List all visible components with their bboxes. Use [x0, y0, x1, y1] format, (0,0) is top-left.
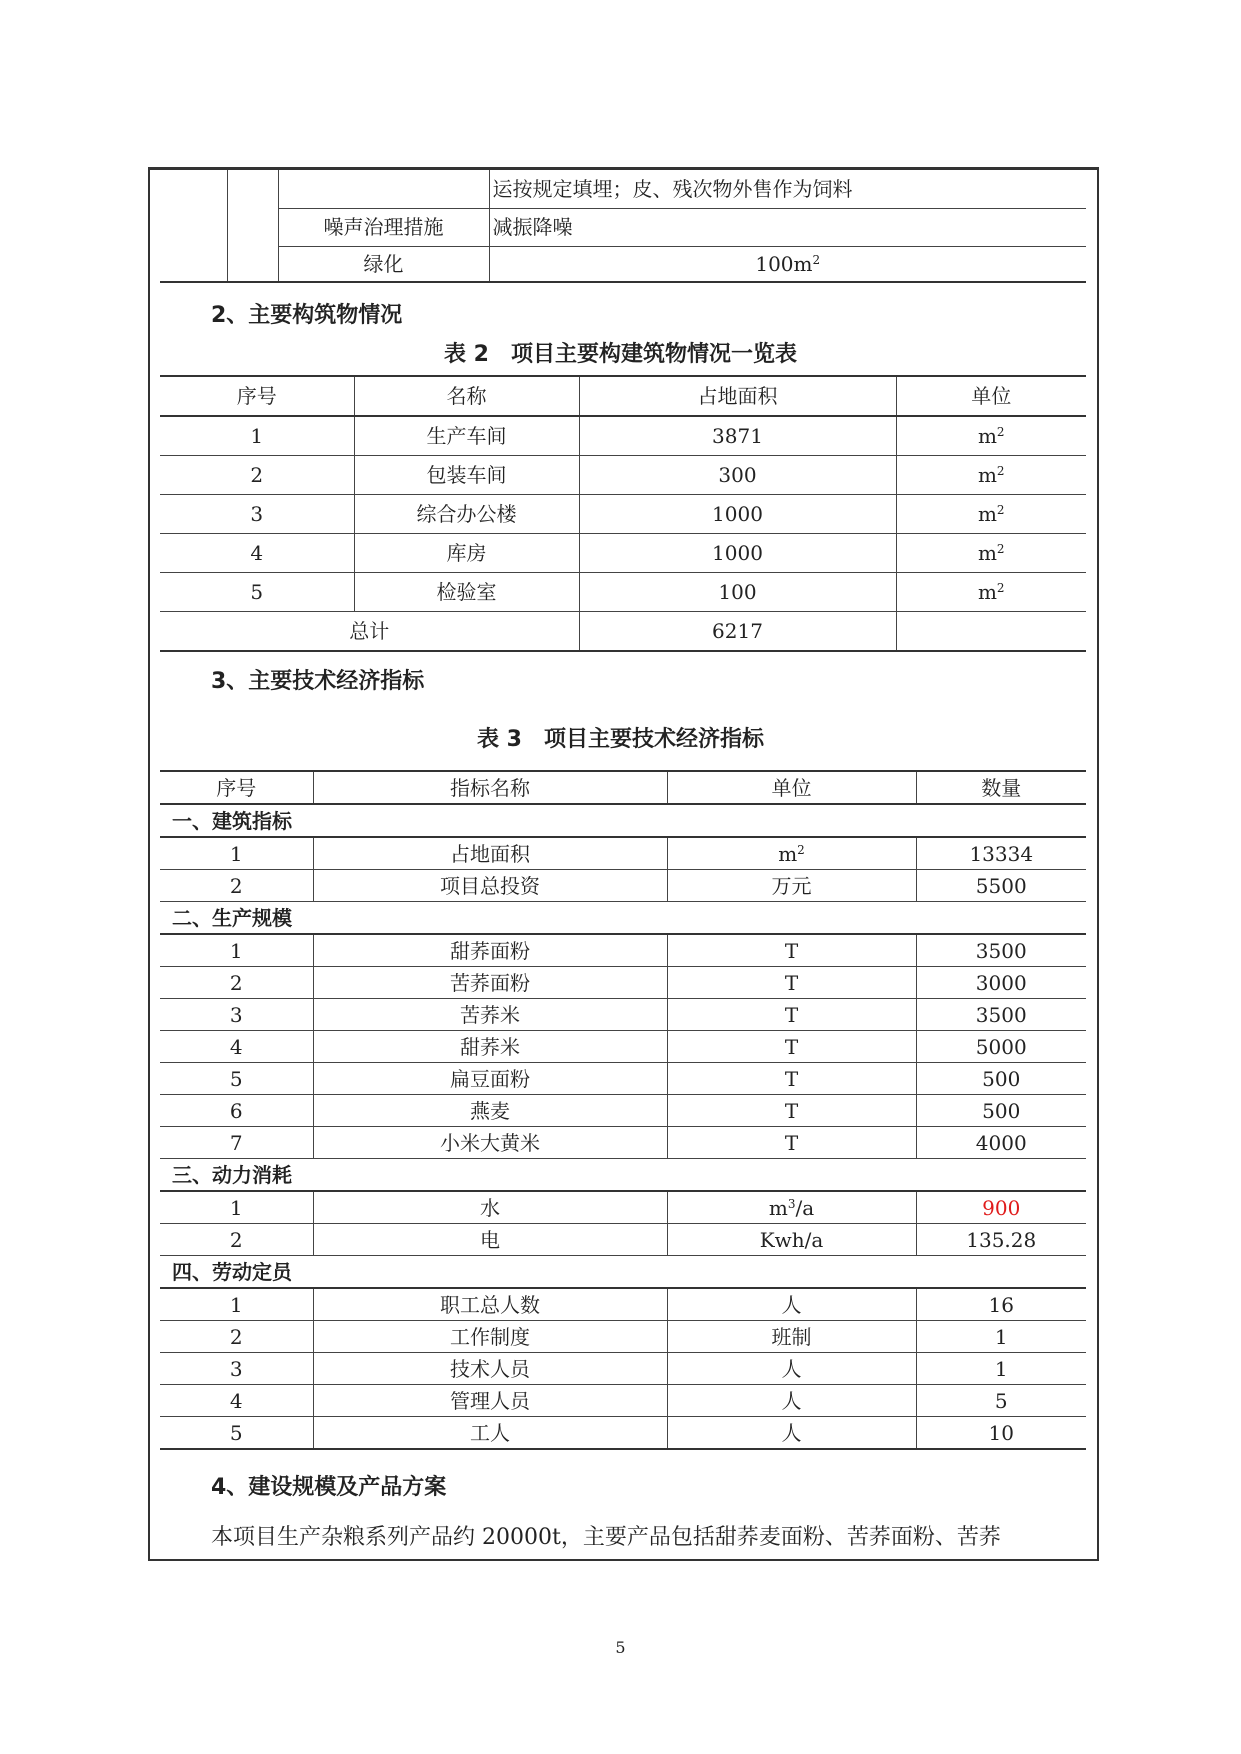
table-row: [160, 1031, 1086, 1063]
cell-no: 2: [160, 870, 313, 902]
table-row: [160, 416, 1086, 456]
cell-name: 管理人员: [313, 1385, 667, 1417]
table-row: [160, 170, 1086, 208]
col-header: 单位: [667, 771, 916, 804]
section-heading-3: 3、主要技术经济指标: [211, 669, 425, 694]
cell-no: 5: [160, 1063, 313, 1095]
cell-name: 扁豆面粉: [313, 1063, 667, 1095]
cell-unit: $m^2$: [896, 456, 1086, 495]
cell-qty: 135.28: [916, 1224, 1086, 1256]
measure-label: 绿化: [278, 246, 489, 282]
cell-unit: 班制: [667, 1321, 916, 1353]
cell-name: 生产车间: [354, 416, 579, 456]
col-header: 占地面积: [579, 376, 896, 416]
cell-no: 4: [160, 1031, 313, 1063]
cell-no: 6: [160, 1095, 313, 1127]
cell-name: 小米大黄米: [313, 1127, 667, 1159]
cell-area: 3871: [579, 416, 896, 456]
cell-unit: 万元: [667, 870, 916, 902]
cell-qty: 3500: [916, 934, 1086, 967]
cell-no: 4: [160, 1385, 313, 1417]
table-row: [160, 534, 1086, 573]
section-title: 四、劳动定员: [160, 1256, 1086, 1289]
cell-no: 2: [160, 1321, 313, 1353]
cell-unit: $m^2$: [896, 534, 1086, 573]
table-row: [160, 1127, 1086, 1159]
cell-name: 甜荞米: [313, 1031, 667, 1063]
section-title: 二、生产规模: [160, 902, 1086, 935]
table-row: [160, 456, 1086, 495]
section-title: 一、建筑指标: [160, 804, 1086, 837]
cell-qty: 13334: [916, 837, 1086, 870]
table-row: [160, 1224, 1086, 1256]
cell-unit: T: [667, 999, 916, 1031]
cell-unit: $m^2$: [896, 495, 1086, 534]
cell-unit: T: [667, 1095, 916, 1127]
cell-qty: 1: [916, 1353, 1086, 1385]
col-header: 名称: [354, 376, 579, 416]
environment-measures-table: [160, 170, 1086, 283]
section-row: [160, 804, 1086, 837]
cell-unit: T: [667, 967, 916, 999]
total-label: 总计: [160, 612, 579, 652]
cell-name: 职工总人数: [313, 1288, 667, 1321]
col-header: 单位: [896, 376, 1086, 416]
table-row: [160, 1385, 1086, 1417]
table-row: [160, 967, 1086, 999]
cell-qty: 500: [916, 1095, 1086, 1127]
cell-unit: $m^2$: [667, 837, 916, 870]
cell-no: 2: [160, 967, 313, 999]
cell-unit: T: [667, 934, 916, 967]
measure-value: 减振降噪: [489, 208, 1086, 246]
table-row: [160, 573, 1086, 612]
cell-unit: $m^2$: [896, 416, 1086, 456]
cell-no: 3: [160, 1353, 313, 1385]
table-row: [160, 1417, 1086, 1450]
cell-no: 3: [160, 495, 354, 534]
tech-economic-table: [160, 770, 1086, 1450]
section-heading-4: 4、建设规模及产品方案: [211, 1475, 447, 1500]
col-header: 数量: [916, 771, 1086, 804]
buildings-table: [160, 375, 1086, 652]
section-row: [160, 1159, 1086, 1192]
table-row: [160, 1191, 1086, 1224]
table-row: [160, 1321, 1086, 1353]
cell-unit: T: [667, 1063, 916, 1095]
table-header-row: [160, 771, 1086, 804]
cell-name: 库房: [354, 534, 579, 573]
cell-name: 综合办公楼: [354, 495, 579, 534]
cell-name: 工作制度: [313, 1321, 667, 1353]
table-row: [160, 999, 1086, 1031]
cell-unit: 人: [667, 1417, 916, 1450]
cell-no: 2: [160, 1224, 313, 1256]
cell-qty: 5500: [916, 870, 1086, 902]
col-header: 指标名称: [313, 771, 667, 804]
measure-label: [278, 170, 489, 208]
cell-area: 1000: [579, 495, 896, 534]
cell-name: 技术人员: [313, 1353, 667, 1385]
cell-unit: $m^3/a$: [667, 1191, 916, 1224]
cell-qty: 900: [916, 1191, 1086, 1224]
cell-unit: Kwh/a: [667, 1224, 916, 1256]
measure-value: 运按规定填埋；皮、残次物外售作为饲料: [489, 170, 1086, 208]
cell-qty: 500: [916, 1063, 1086, 1095]
cell-qty: 4000: [916, 1127, 1086, 1159]
total-unit: [896, 612, 1086, 652]
cell-qty: 5: [916, 1385, 1086, 1417]
cell-qty: 3000: [916, 967, 1086, 999]
col-header: 序号: [160, 771, 313, 804]
table-row: [160, 837, 1086, 870]
cell-no: 7: [160, 1127, 313, 1159]
cell-unit: T: [667, 1127, 916, 1159]
cell-no: 1: [160, 1191, 313, 1224]
section-title: 三、动力消耗: [160, 1159, 1086, 1192]
section-row: [160, 1256, 1086, 1289]
section-row: [160, 902, 1086, 935]
cell-name: 电: [313, 1224, 667, 1256]
cell-qty: 3500: [916, 999, 1086, 1031]
table-row: [160, 1095, 1086, 1127]
section-heading-2: 2、主要构筑物情况: [211, 303, 403, 328]
cell-qty: 1: [916, 1321, 1086, 1353]
cell-no: 1: [160, 837, 313, 870]
cell-area: 300: [579, 456, 896, 495]
col-header: 序号: [160, 376, 354, 416]
table-row: [160, 1063, 1086, 1095]
cell-no: 5: [160, 573, 354, 612]
cell-name: 项目总投资: [313, 870, 667, 902]
table-row: [160, 246, 1086, 282]
body-paragraph: 本项目生产杂粮系列产品约 20000t，主要产品包括甜荞麦面粉、苦荞面粉、苦荞: [211, 1525, 1001, 1550]
page-number: 5: [615, 1638, 626, 1657]
table-total-row: [160, 612, 1086, 652]
cell-no: 1: [160, 934, 313, 967]
cell-name: 占地面积: [313, 837, 667, 870]
cell-no: 3: [160, 999, 313, 1031]
cell-area: 100: [579, 573, 896, 612]
cell-no: 4: [160, 534, 354, 573]
cell-unit: T: [667, 1031, 916, 1063]
total-area: 6217: [579, 612, 896, 652]
cell-qty: 5000: [916, 1031, 1086, 1063]
cell-no: 2: [160, 456, 354, 495]
cell-qty: 16: [916, 1288, 1086, 1321]
cell-name: 燕麦: [313, 1095, 667, 1127]
cell-area: 1000: [579, 534, 896, 573]
cell-name: 检验室: [354, 573, 579, 612]
table-row: [160, 1353, 1086, 1385]
cell-no: 5: [160, 1417, 313, 1450]
measure-label: 噪声治理措施: [278, 208, 489, 246]
cell-unit: 人: [667, 1385, 916, 1417]
table-row: [160, 1288, 1086, 1321]
table3-caption: 表 3 项目主要技术经济指标: [477, 727, 764, 752]
cell-unit: $m^2$: [896, 573, 1086, 612]
cell-name: 工人: [313, 1417, 667, 1450]
cell-no: 1: [160, 1288, 313, 1321]
table-row: [160, 208, 1086, 246]
cell-name: 苦荞面粉: [313, 967, 667, 999]
cell-name: 水: [313, 1191, 667, 1224]
cell-unit: 人: [667, 1353, 916, 1385]
cell-name: 甜荞面粉: [313, 934, 667, 967]
table-row: [160, 870, 1086, 902]
cell-name: 苦荞米: [313, 999, 667, 1031]
cell-unit: 人: [667, 1288, 916, 1321]
measure-value: $100m^2$: [489, 246, 1086, 282]
cell-name: 包装车间: [354, 456, 579, 495]
table-row: [160, 934, 1086, 967]
cell-qty: 10: [916, 1417, 1086, 1450]
table-header-row: [160, 376, 1086, 416]
table-row: [160, 495, 1086, 534]
cell-no: 1: [160, 416, 354, 456]
table2-caption: 表 2 项目主要构建筑物情况一览表: [444, 342, 797, 367]
